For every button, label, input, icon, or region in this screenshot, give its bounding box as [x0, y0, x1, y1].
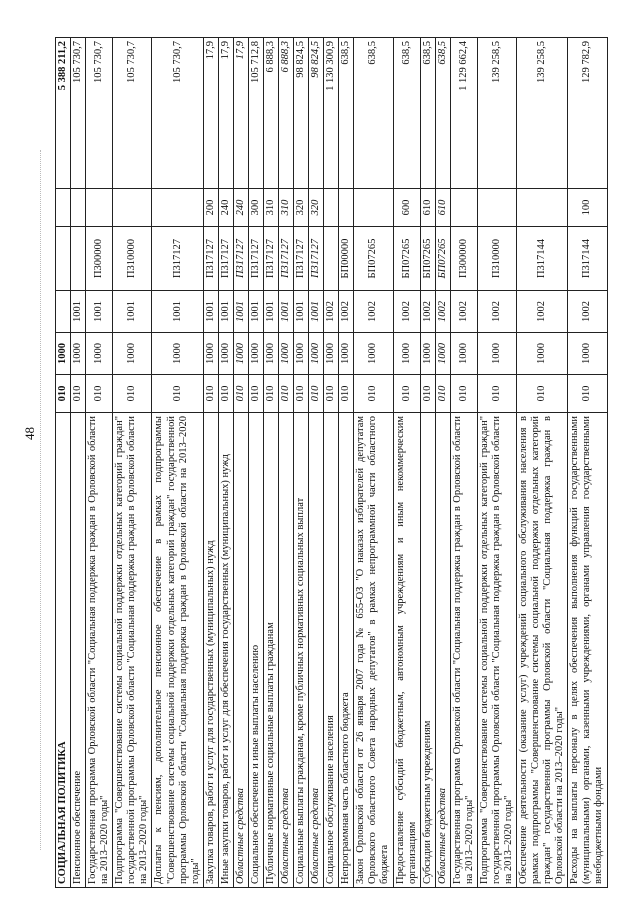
- row-amount-cell: 5 388 211,2: [56, 38, 71, 189]
- row-amount-cell: 105 730,7: [152, 38, 203, 189]
- table-row: [324, 38, 339, 888]
- row-name-cell: Расходы на выплаты персоналу в целях обеспечения выполнения функций государственными (муниципальными) органами, казенными учреждениями, органами управления государственными внебюджетными фондами: [568, 413, 607, 888]
- row-ved-cell: 010: [324, 375, 339, 413]
- row-target-article-cell: БП07265: [393, 227, 420, 291]
- table-row: [568, 38, 607, 888]
- row-ved-cell: 010: [152, 375, 203, 413]
- row-ved-cell: 010: [233, 375, 248, 413]
- row-name-cell: Областные средства: [435, 413, 450, 888]
- row-name-cell: Пенсионное обеспечение: [71, 413, 86, 888]
- row-subsection-cell: 1001: [152, 291, 203, 333]
- row-amount-cell: 98 824,5: [309, 38, 324, 189]
- table-row: [339, 38, 354, 888]
- table-row: [420, 38, 435, 888]
- row-section-cell: 1000: [56, 333, 71, 375]
- row-section-cell: 1000: [203, 333, 218, 375]
- row-expense-type-cell: [56, 189, 71, 227]
- row-subsection-cell: 1001: [294, 291, 309, 333]
- row-name-cell: Доплаты к пенсиям, дополнительное пенсионное обеспечение в рамках подпрограммы "Совершенствование системы социальной поддержки отдельных категорий граждан" государственной программы Орловской области "Социальная поддержка граждан в Орловской области на 2013–2020 годы": [152, 413, 203, 888]
- row-subsection-cell: 1001: [248, 291, 263, 333]
- row-subsection-cell: 1001: [113, 291, 152, 333]
- row-section-cell: 1000: [248, 333, 263, 375]
- row-amount-cell: 638,5: [393, 38, 420, 189]
- row-name-cell: Подпрограмма "Совершенствование системы социальной поддержки отдельных категорий граждан" государственной программы Орловской области "Социальная поддержка граждан в Орловской области на 2013–2020 годы": [477, 413, 516, 888]
- table-row: [152, 38, 203, 888]
- row-section-cell: 1000: [450, 333, 477, 375]
- row-section-cell: 1000: [263, 333, 278, 375]
- row-expense-type-cell: 240: [218, 189, 233, 227]
- row-subsection-cell: 1002: [568, 291, 607, 333]
- row-section-cell: 1000: [420, 333, 435, 375]
- row-expense-type-cell: [113, 189, 152, 227]
- row-ved-cell: 010: [218, 375, 233, 413]
- row-ved-cell: 010: [248, 375, 263, 413]
- table-row: [86, 38, 113, 888]
- row-target-article-cell: П317127: [248, 227, 263, 291]
- row-subsection-cell: 1001: [279, 291, 294, 333]
- row-section-cell: 1000: [113, 333, 152, 375]
- row-name-cell: Предоставление субсидий бюджетным, автономным учреждениям и иным некоммерческим организациям: [393, 413, 420, 888]
- row-subsection-cell: 1002: [354, 291, 393, 333]
- table-row: [309, 38, 324, 888]
- row-ved-cell: 010: [113, 375, 152, 413]
- row-subsection-cell: 1001: [218, 291, 233, 333]
- row-amount-cell: 105 730,7: [86, 38, 113, 189]
- table-row: [113, 38, 152, 888]
- row-target-article-cell: П310000: [477, 227, 516, 291]
- row-name-cell: Закон Орловской области от 26 января 2007 года № 655-ОЗ "О наказах избирателей депутатам Орловского областного Совета народных депутатов" в рамках непрограммной части областного бюджета: [354, 413, 393, 888]
- row-name-cell: Областные средства: [279, 413, 294, 888]
- row-expense-type-cell: 300: [248, 189, 263, 227]
- row-expense-type-cell: [324, 189, 339, 227]
- row-amount-cell: 6 888,3: [263, 38, 278, 189]
- row-expense-type-cell: 320: [309, 189, 324, 227]
- row-subsection-cell: 1002: [420, 291, 435, 333]
- row-ved-cell: 010: [477, 375, 516, 413]
- row-subsection-cell: 1002: [393, 291, 420, 333]
- row-amount-cell: 17,9: [233, 38, 248, 189]
- row-name-cell: Закупка товаров, работ и услуг для государственных (муниципальных) нужд: [203, 413, 218, 888]
- row-expense-type-cell: 200: [203, 189, 218, 227]
- row-name-cell: Иные закупки товаров, работ и услуг для обеспечения государственных (муниципальных) нужд: [218, 413, 233, 888]
- row-ved-cell: 010: [86, 375, 113, 413]
- row-section-cell: 1000: [279, 333, 294, 375]
- row-expense-type-cell: 100: [568, 189, 607, 227]
- row-section-cell: 1000: [233, 333, 248, 375]
- table-row: [354, 38, 393, 888]
- table-row: [233, 38, 248, 888]
- row-amount-cell: 17,9: [203, 38, 218, 189]
- table-row: [248, 38, 263, 888]
- row-section-cell: 1000: [309, 333, 324, 375]
- row-subsection-cell: 1002: [324, 291, 339, 333]
- row-amount-cell: 105 712,8: [248, 38, 263, 189]
- row-amount-cell: 105 730,7: [113, 38, 152, 189]
- row-name-cell: Социальное обеспечение и иные выплаты населению: [248, 413, 263, 888]
- table-row: [218, 38, 233, 888]
- row-target-article-cell: [324, 227, 339, 291]
- row-ved-cell: 010: [263, 375, 278, 413]
- row-amount-cell: 638,5: [339, 38, 354, 189]
- row-expense-type-cell: 310: [263, 189, 278, 227]
- row-amount-cell: 105 730,7: [71, 38, 86, 189]
- row-subsection-cell: 1002: [435, 291, 450, 333]
- row-target-article-cell: П317127: [203, 227, 218, 291]
- row-target-article-cell: П300000: [450, 227, 477, 291]
- row-name-cell: Субсидии бюджетным учреждениям: [420, 413, 435, 888]
- row-name-cell: Областные средства: [309, 413, 324, 888]
- table-row: [517, 38, 568, 888]
- row-name-cell: Социальные выплаты гражданам, кроме публичных нормативных социальных выплат: [294, 413, 309, 888]
- row-amount-cell: 98 824,5: [294, 38, 309, 189]
- row-ved-cell: 010: [71, 375, 86, 413]
- row-section-cell: 1000: [86, 333, 113, 375]
- row-amount-cell: 1 129 662,4: [450, 38, 477, 189]
- row-expense-type-cell: 610: [435, 189, 450, 227]
- row-target-article-cell: П317127: [152, 227, 203, 291]
- row-amount-cell: 6 888,3: [279, 38, 294, 189]
- row-expense-type-cell: [517, 189, 568, 227]
- row-section-cell: 1000: [517, 333, 568, 375]
- row-subsection-cell: 1001: [263, 291, 278, 333]
- row-ved-cell: 010: [568, 375, 607, 413]
- row-section-cell: 1000: [71, 333, 86, 375]
- row-expense-type-cell: 610: [420, 189, 435, 227]
- row-ved-cell: 010: [354, 375, 393, 413]
- row-target-article-cell: П317127: [218, 227, 233, 291]
- row-expense-type-cell: [152, 189, 203, 227]
- row-target-article-cell: БП00000: [339, 227, 354, 291]
- row-expense-type-cell: [354, 189, 393, 227]
- row-expense-type-cell: 320: [294, 189, 309, 227]
- row-subsection-cell: 1001: [203, 291, 218, 333]
- row-ved-cell: 010: [420, 375, 435, 413]
- row-amount-cell: 139 258,5: [477, 38, 516, 189]
- row-name-cell: Государственная программа Орловской области "Социальная поддержка граждан в Орловской области на 2013–2020 годы": [86, 413, 113, 888]
- row-target-article-cell: [56, 227, 71, 291]
- row-ved-cell: 010: [309, 375, 324, 413]
- budget-table: [55, 37, 608, 888]
- row-section-cell: 1000: [152, 333, 203, 375]
- row-ved-cell: 010: [279, 375, 294, 413]
- row-subsection-cell: 1001: [71, 291, 86, 333]
- row-section-cell: 1000: [324, 333, 339, 375]
- row-ved-cell: 010: [517, 375, 568, 413]
- row-expense-type-cell: 240: [233, 189, 248, 227]
- row-subsection-cell: 1001: [86, 291, 113, 333]
- row-section-cell: 1000: [218, 333, 233, 375]
- row-expense-type-cell: [450, 189, 477, 227]
- row-target-article-cell: П317127: [263, 227, 278, 291]
- row-ved-cell: 010: [294, 375, 309, 413]
- row-target-article-cell: П317127: [233, 227, 248, 291]
- row-amount-cell: 638,5: [420, 38, 435, 189]
- row-amount-cell: 17,9: [218, 38, 233, 189]
- page-number: 48: [22, 427, 37, 440]
- row-section-cell: 1000: [393, 333, 420, 375]
- row-name-cell: Публичные нормативные социальные выплаты гражданам: [263, 413, 278, 888]
- row-expense-type-cell: 310: [279, 189, 294, 227]
- row-name-cell: Непрограммная часть областного бюджета: [339, 413, 354, 888]
- row-subsection-cell: 1002: [477, 291, 516, 333]
- row-target-article-cell: БП07265: [420, 227, 435, 291]
- row-section-cell: 1000: [477, 333, 516, 375]
- row-ved-cell: 010: [393, 375, 420, 413]
- table-row: [56, 38, 71, 888]
- table-row: [477, 38, 516, 888]
- row-ved-cell: 010: [450, 375, 477, 413]
- row-subsection-cell: 1001: [233, 291, 248, 333]
- row-expense-type-cell: [86, 189, 113, 227]
- row-subsection-cell: 1001: [309, 291, 324, 333]
- row-name-cell: Областные средства: [233, 413, 248, 888]
- row-ved-cell: 010: [203, 375, 218, 413]
- row-subsection-cell: 1002: [339, 291, 354, 333]
- table-row: [435, 38, 450, 888]
- row-section-cell: 1000: [568, 333, 607, 375]
- row-expense-type-cell: [71, 189, 86, 227]
- table-row: [450, 38, 477, 888]
- row-amount-cell: 129 782,9: [568, 38, 607, 189]
- table-row: [279, 38, 294, 888]
- row-target-article-cell: П300000: [86, 227, 113, 291]
- row-target-article-cell: П310000: [113, 227, 152, 291]
- row-expense-type-cell: [477, 189, 516, 227]
- row-target-article-cell: П317144: [517, 227, 568, 291]
- row-name-cell: Подпрограмма "Совершенствование системы социальной поддержки отдельных категорий граждан" государственной программы Орловской области "Социальная поддержка граждан в Орловской области на 2013–2020 годы": [113, 413, 152, 888]
- table-row: [71, 38, 86, 888]
- table-row: [393, 38, 420, 888]
- row-name-cell: Социальное обслуживание населения: [324, 413, 339, 888]
- row-expense-type-cell: [339, 189, 354, 227]
- row-ved-cell: 010: [56, 375, 71, 413]
- row-name-cell: СОЦИАЛЬНАЯ ПОЛИТИКА: [56, 413, 71, 888]
- row-amount-cell: 638,5: [354, 38, 393, 189]
- row-target-article-cell: БП07265: [354, 227, 393, 291]
- table-row: [263, 38, 278, 888]
- row-target-article-cell: П317144: [568, 227, 607, 291]
- row-subsection-cell: 1002: [450, 291, 477, 333]
- row-section-cell: 1000: [354, 333, 393, 375]
- row-name-cell: Государственная программа Орловской области "Социальная поддержка граждан в Орловской области на 2013–2020 годы": [450, 413, 477, 888]
- row-ved-cell: 010: [435, 375, 450, 413]
- row-target-article-cell: П317127: [309, 227, 324, 291]
- row-section-cell: 1000: [339, 333, 354, 375]
- scan-edge-line: [40, 150, 42, 850]
- table-row: [203, 38, 218, 888]
- row-amount-cell: 1 130 300,9: [324, 38, 339, 189]
- row-subsection-cell: 1002: [517, 291, 568, 333]
- table-row: [294, 38, 309, 888]
- row-name-cell: Обеспечение деятельности (оказание услуг) учреждений социального обслуживания населения в рамках подпрограммы "Совершенствование системы социальной поддержки отдельных категорий граждан" государственной программы Орловской области "Социальная поддержка граждан в Орловской области на 2013–2020 годы": [517, 413, 568, 888]
- row-ved-cell: 010: [339, 375, 354, 413]
- row-target-article-cell: П317127: [294, 227, 309, 291]
- row-target-article-cell: П317127: [279, 227, 294, 291]
- row-target-article-cell: [71, 227, 86, 291]
- row-section-cell: 1000: [294, 333, 309, 375]
- row-amount-cell: 638,5: [435, 38, 450, 189]
- row-section-cell: 1000: [435, 333, 450, 375]
- row-amount-cell: 139 258,5: [517, 38, 568, 189]
- row-subsection-cell: [56, 291, 71, 333]
- row-target-article-cell: БП07265: [435, 227, 450, 291]
- rotated-page-content: [55, 38, 605, 888]
- budget-table-body: [56, 38, 608, 888]
- row-expense-type-cell: 600: [393, 189, 420, 227]
